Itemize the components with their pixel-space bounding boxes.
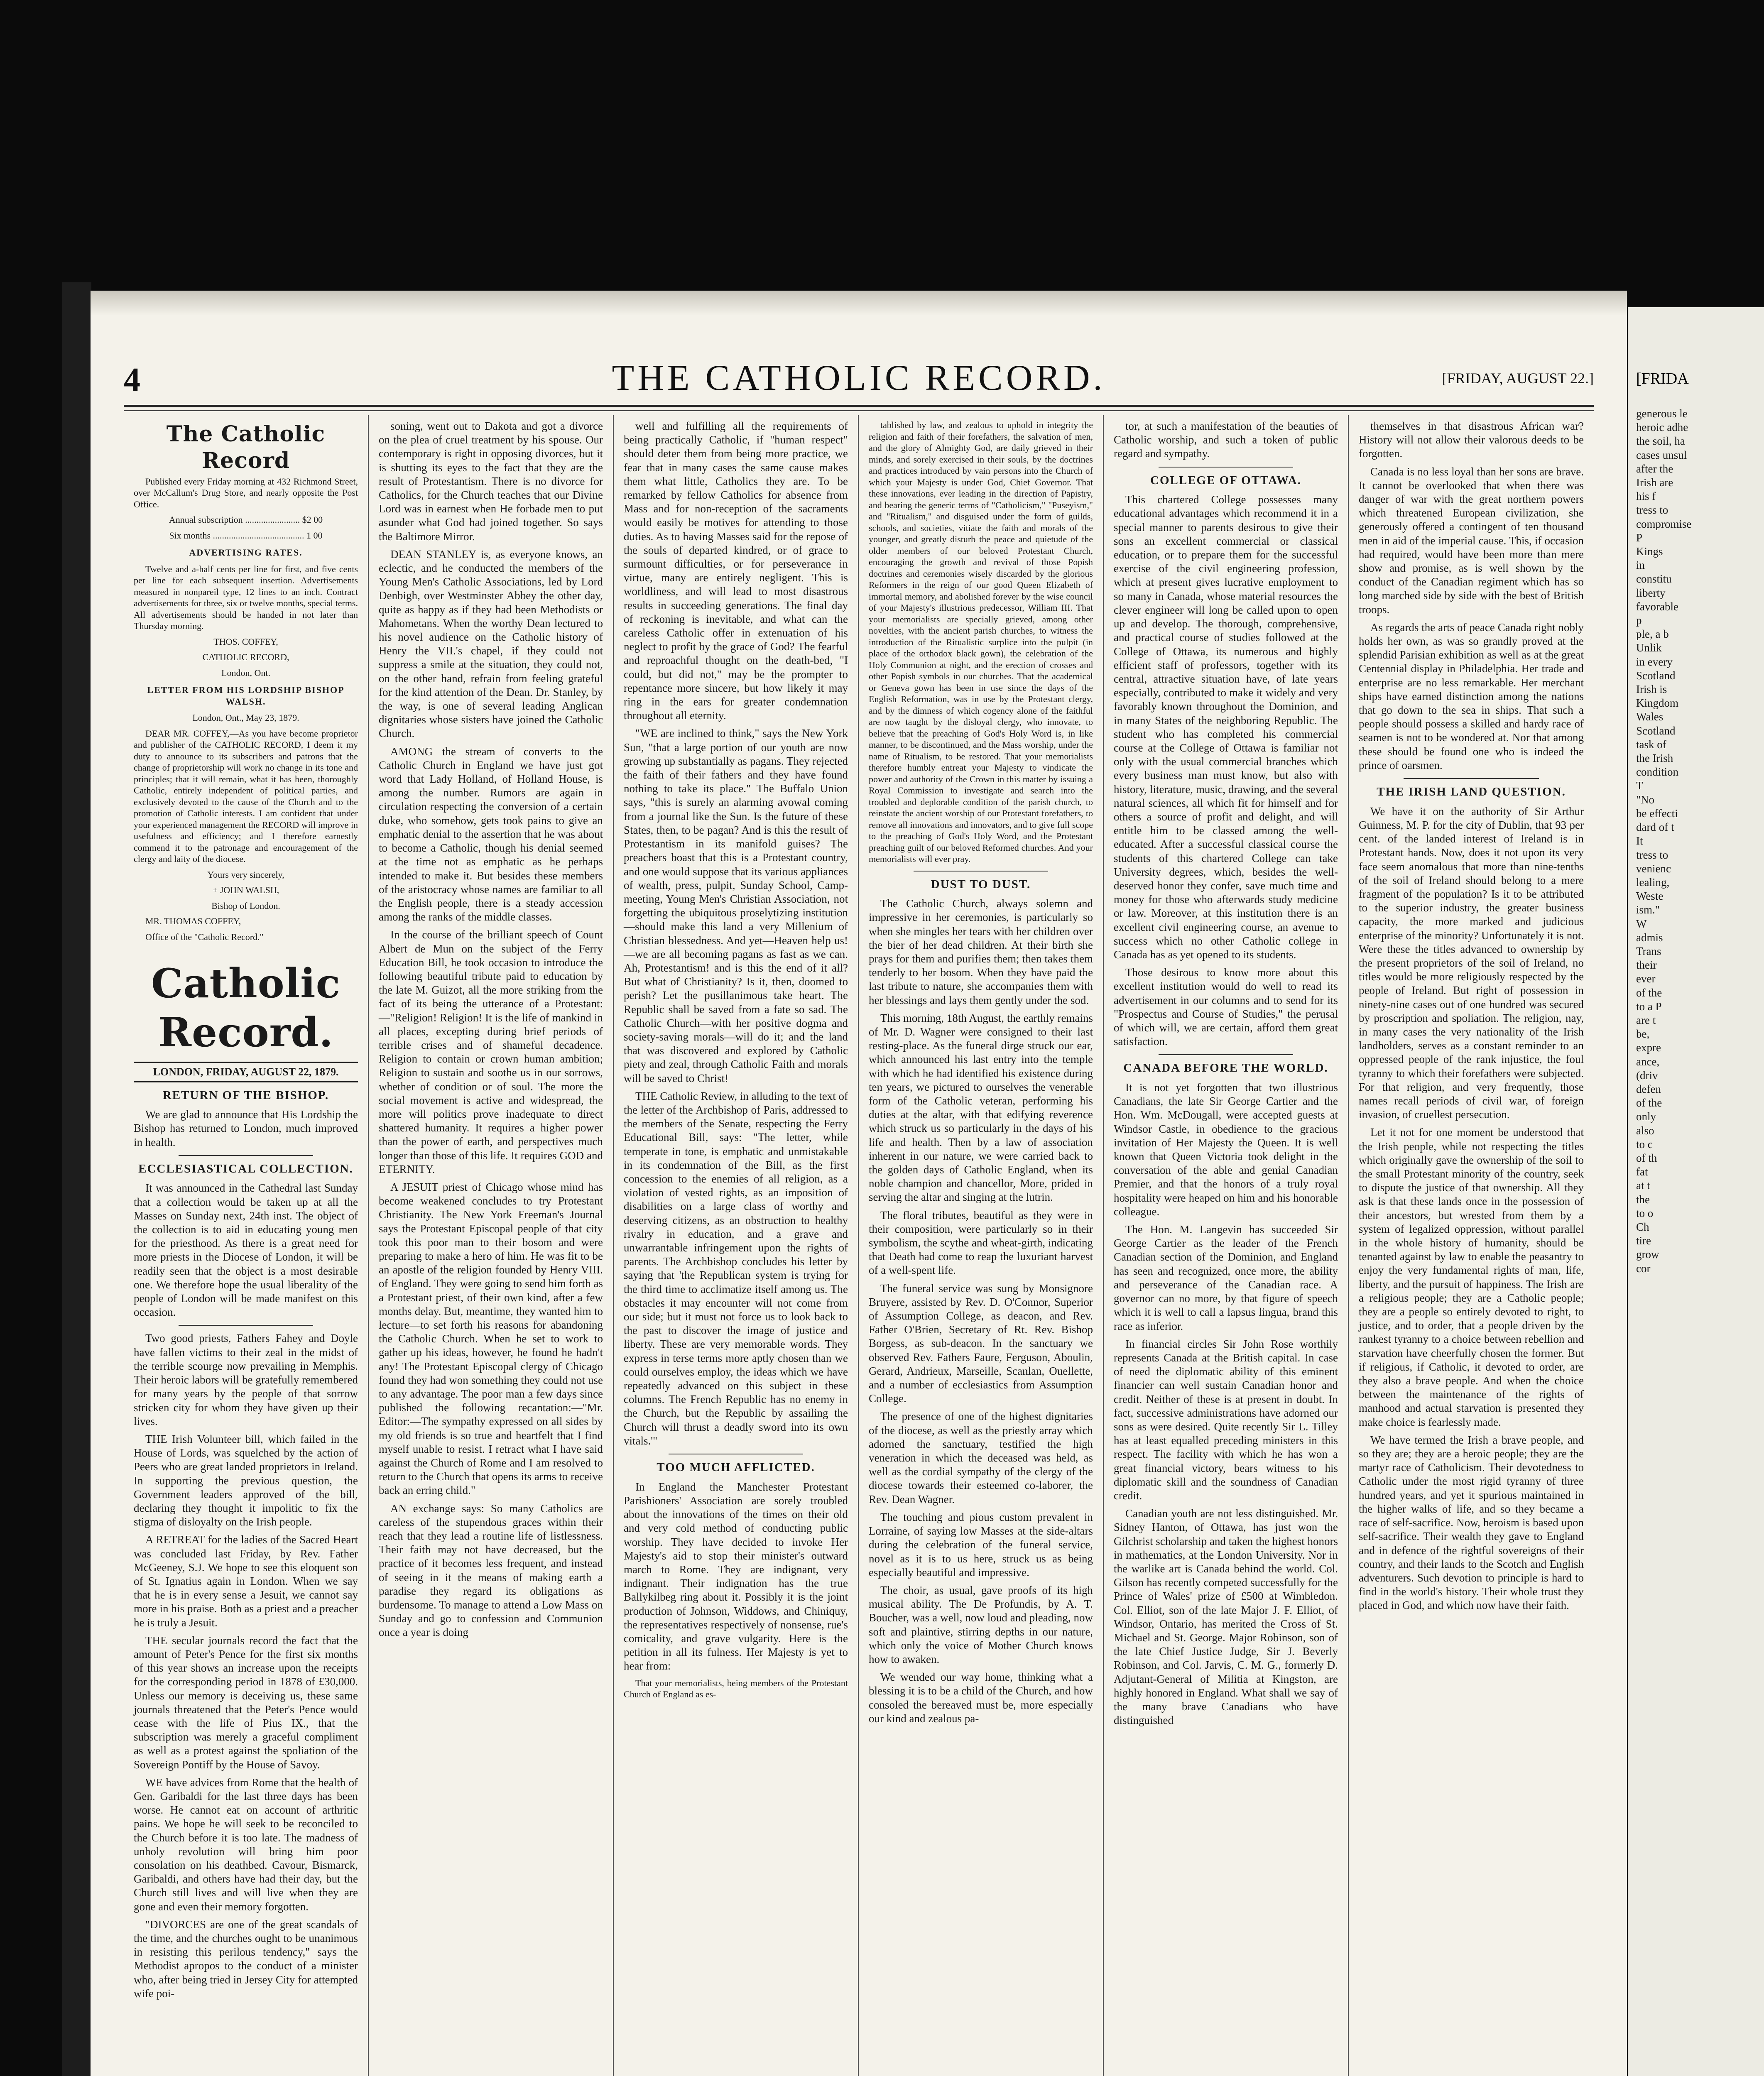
next-page-line: venienc [1636,862,1671,875]
next-page-line: the [1636,1193,1650,1206]
next-page-line: Wales [1636,710,1664,723]
paragraph: We have it on the authority of Sir Arthur Guinness, M. P. for the city of Dublin, that 93 per cent. of the landed interest of Ireland is in Protestant hands. Now, does it not upon its very face seem anomalous that more than nine-tenths of the soil of Ireland should belong to a mere fragment of the population? Is it to be attributed to the superior industry, the greater business capacity, the more marked and judicious enterprise of the minority? Unfortunately it is not. Were these the titles advanced to ownership by the present proprietors of the soil of Ireland, no titles would be more religiously respected by the people of Ireland. But right of possession in ninety-nine cases out of one hundred was secured by proscription and spoliation. The religion, nay, in many cases the very nationality of the Irish landholders, serves as a constant reminder to an oppressed people of the rank injustice, the foul tyranny to which their forefathers were subjected. For that religion, and very frequently, those names recall periods of civil war, of foreign invasion, of cruellest persecution. [1359,805,1584,1121]
paragraph: The Catholic Church, always solemn and impressive in her ceremonies, is particularly so when she mingles her tears with her children over the bier of her dead children. At their birth she prays for them and purifies them; then takes them tenderly to her bosom. When they have paid the last tribute to nature, she accompanies them with her blessings and lays them gently under the sod. [869,897,1093,1006]
paragraph: That your memorialists, being members of the Protestant Church of England as es- [624,1677,848,1700]
next-page-line: generous le [1636,407,1688,420]
next-page-line: of the [1636,1097,1662,1109]
next-page-line: tire [1636,1234,1651,1247]
columns [124,415,1594,2076]
next-page-line: tress to [1636,848,1668,861]
next-page-line: fat [1636,1165,1648,1178]
column-5 [1104,415,1349,2076]
next-page-line: Weste [1636,890,1664,903]
paragraph: In England the Manchester Protestant Parishioners' Association are sorely troubled about the innovations of the times on their old and very cold method of conducting public worship. They have decided to invoke Her Majesty's aid to stop their minister's outward march to Rome. They are indignant, very indignant. Their indignation has the true Ballykilbeg ring about it. Possibly it is the joint production of Johnson, Widdows, and Chiniquy, the representatives respectively of nonsense, rue's comicality, and grave vulgarity. Here is the petition in all its fulness. Her Majesty is yet to hear from: [624,1480,848,1672]
next-page-line: be, [1636,1028,1650,1040]
paragraph: THE Catholic Review, in alluding to the text of the letter of the Archbishop of Paris, addressed to the members of the Senate, respecting the Ferry Educational Bill, says: "The letter, while temperate in tone, is emphatic and unmistakable in its condemnation of the Bill, as the first concession to the enemies of all religion, as a violation of vested rights, as an imposition of disabilities on a large class of worthy and deserving citizens, as an obstruction to healthy rivalry in education, and a grave and unwarrantable infringement upon the rights of parents. The Archbishop concludes his letter by saying that 'the Republican system is trying for the third time to acclimatize itself among us. The obstacles it may encounter will not come from our side; but it must not force us to look back to the past to discover the image of justice and liberty. These are very memorable words. They express in terse terms more aptly chosen than we could ourselves employ, the ideas which we have repeatedly advanced on this subject in these columns. The French Republic has no enemy in the Church, but the Republic by assailing the Church will thrust a deadly sword into its own vitals.'" [624,1089,848,1447]
next-page-line: in [1636,559,1645,572]
separator [1159,1054,1293,1055]
subscription-annual: Annual subscription ........................ $2 00 [169,514,323,525]
next-page-line: compromise [1636,517,1692,530]
next-page-line: at t [1636,1179,1650,1192]
paragraph: The funeral service was sung by Monsignore Bruyere, assisted by Rev. D. O'Connor, Superior of Assumption College, as deacon, and Rev. Father O'Brien, Secretary of Rt. Rev. Bishop Borgess, as sub-deacon. In the sanctuary we observed Rev. Fathers Faure, Ferguson, Aboulin, Gerard, Andrieux, Marseille, Scanlan, Ouellette, and a number of ecclesiastics from Assumption College. [869,1282,1093,1405]
catholic-record-title: Catholic Record. [151,960,341,1056]
next-page-line: Kings [1636,545,1663,558]
next-page-line: condition [1636,766,1678,778]
next-page-text [1636,407,1711,1275]
next-page-line: Irish is [1636,683,1667,696]
paragraph: AMONG the stream of converts to the Catholic Church in England we have just got word that Lady Holland, of Holland House, is among the number. Rumors are again in circulation respecting the conversion of a certain duke, who somehow, gets took pains to give an emphatic denial to the assertion that he was about to become a Catholic, though his denial seemed at the time not as emphatic as he perhaps intended to make it. But besides these members of the aristocracy whose names are familiar to all the English people, there is a steady accession among the ranks of the middle classes. [379,745,603,923]
next-page-line: p [1636,614,1642,627]
paragraph: soning, went out to Dakota and got a divorce on the plea of cruel treatment by his spouse. Our contemporary is right in opposing divorces, but it is shutting its eyes to the fact that they are the result of Protestantism. There is no divorce for Catholics, for the Church teaches that our Divine Lord was in earnest when He forbade men to put asunder what God had joined together. So says the Baltimore Mirror. [379,420,603,543]
college-heading: COLLEGE OF OTTAWA. [1150,473,1301,487]
paragraph: In the course of the brilliant speech of Count Albert de Mun on the subject of the Ferry Education Bill, he took occasion to introduce the following beautiful tribute paid to education by the late M. Guizot, all the more striking from the fact of its being the utterance of a Protestant:—"Religion! Religion! It is the life of mankind in all places, excepting during brief periods of terrible crises and of shameful decadence. Religion to contain or crown human ambition; Religion to sustain and soothe us in our sorrows, whether of condition or of soul. The more the social movement is active and widespread, the more will politics prove inadequate to direct shattered humanity. It requires a higher power than the power of earth, and perspectives much longer than those of this life. It requires GOD and ETERNITY. [379,928,603,1175]
paragraph: AN exchange says: So many Catholics are careless of the stupendous graces within their reach that they lead a routine life of listlessness. Their faith may not have decreased, but the practice of it becomes less frequent, and instead of seeing in it the means of making earth a paradise they regard its obligations as burdensome. To manage to attend a Low Mass on Sunday and go to confession and Communion once a year is doing [379,1502,603,1639]
separator [179,1325,313,1326]
next-page-line: Scotland [1636,724,1676,737]
next-page-edge [1628,307,1764,2076]
next-page-line: to c [1636,1138,1653,1151]
paragraph: As regards the arts of peace Canada right nobly holds her own, as was so grandly proved at the splendid Parisian exhibition as well as at the great Centennial display in Philadelphia. Her trade and enterprise are no less remarkable. Her merchant ships have earned distinction among the nations that go down to the sea in ships. That such a people should possess a skilled and hardy race of seamen is not to be wondered at. Nor that among these should be found one who is indeed the prince of oarsmen. [1359,621,1584,771]
column-1 [124,415,369,2076]
paragraph: "WE are inclined to think," says the New York Sun, "that a large portion of our youth are now growing up substantially as pagans. They rejected the faith of their fathers and they have found nothing to take its place." The Buffalo Union says, "this is surely an alarming avowal coming from a journal like the Sun. Is the future of these States, then, to be pagan? And is this the result of Protestantism in its manifold guises? The preachers boast that this is a Protestant country, and one would suppose that its various appliances of wealth, press, pulpit, Sunday School, Camp-meeting, Young Men's Christian Association, not forgetting the ubiquitous proselytizing institution—should make this land a very Millenium of Christian blessedness. And yet—Heaven help us!—we are all becoming pagans as fast as we can. Ah, Protestantism! and is this the end of it all? But what of Christianity? Is it, then, doomed to perish? Let the pusillanimous take heart. The Republic shall be saved from a fate so sad. The Catholic Church—with her positive dogma and society-saving morals—will do it; and the land that was discovered and explored by Catholic piety and zeal, through Catholic Faith and morals will be saved to Christ! [624,727,848,1085]
next-page-line: P [1636,531,1643,544]
letter-sign2: Bishop of London. [211,900,280,911]
next-page-line: task of [1636,738,1666,751]
page-number: 4 [124,362,140,398]
letter-body: DEAR MR. COFFEY,—As you have become proprietor and publisher of the CATHOLIC RECORD, I deem it my duty to announce to its subscribers and patrons that the change of proprietorship will work no change in its tone and principles; that it will remain, what it has been, thoroughly Catholic, entirely independent of political parties, and exclusively devoted to the cause of the Church and to the promotion of Catholic interests. I am confident that under your experienced management the RECORD will improve in usefulness and efficiency; and I therefore earnestly commend it to the patronage and encouragement of the clergy and laity of the diocese. [134,728,358,864]
next-page-line: liberty [1636,586,1666,599]
separator [179,1155,313,1156]
next-page-line: of th [1636,1151,1657,1164]
next-page-line: of the [1636,986,1662,999]
next-page-line: constitu [1636,573,1672,585]
next-page-line: Scotland [1636,669,1676,682]
paragraph: themselves in that disastrous African war? History will not allow their valorous deeds to be forgotten. [1359,420,1584,460]
masthead-date: [FRIDAY, AUGUST 22.] [1442,370,1594,387]
subscription-six: Six months ........................................ 1 00 [169,530,323,541]
paragraph: A JESUIT priest of Chicago whose mind has become weakened concludes to try Protestant Christianity. The New York Freeman's Journal says the Protestant Episcopal people of that city took this poor man to their bosom and were preparing to make a hero of him. He was fit to be an apostle of the religion founded by Henry VIII. of England. They were going to send him forth as a Protestant priest, of their own kind, after a few months delay. But, meantime, they wanted him to lecture—to set forth his reasons for abandoning the Catholic Church. When he set to work to gather up his ideas, however, he found he hadn't any! The Protestant Episcopal clergy of Chicago found they had won something they could not use to any advantage. The poor man a few days since published the following recantation:—"Mr. Editor:—The sympathy expressed on all sides by my old friends is so true and heartfelt that I find myself unable to resist. I retract what I have said against the Church of Rome and I am resolved to return to the Church that opens its arms to receive back an erring child." [379,1180,603,1497]
next-page-line: the Irish [1636,752,1673,765]
column-2 [369,415,614,2076]
paragraph: WE have advices from Rome that the health of Gen. Garibaldi for the last three days has been worse. He cannot eat on account of arthritic pains. We hope he will seek to be reconciled to the Church before it is too late. The madness of unholy revolution will bring him poor consolation on his deathbed. Cavour, Bismarck, Garibaldi, and others have had their day, but the Church still lives and will live when they are gone and even their memory forgotten. [134,1776,358,1913]
next-page-line: also [1636,1124,1654,1137]
scan-left-edge [62,282,91,2076]
publisher-name: THOS. COFFEY, [213,636,278,647]
next-page-line: W [1636,917,1647,930]
paragraph: Canada is no less loyal than her sons are brave. It cannot be overlooked that when there was danger of war with the great northern powers which threatened European civilization, she generously offered a contingent of ten thousand men in aid of the imperial cause. This, if occasion had required, would have been more than mere show and promise, as is well shown by the conduct of the Canadian regiment which has so long marched side by side with the best of British troops. [1359,465,1584,616]
next-page-line: Irish are [1636,476,1673,489]
publisher-line1: CATHOLIC RECORD, [202,652,289,663]
paragraph: We have termed the Irish a brave people, and so they are; they are a heroic people; they are the martyr race of Catholicism. Their devotedness to Catholic under the most rigid tyranny of three hundred years, and yet it spurious maintained in the higher walks of life, and so they became a race of self-sacrifice. Now, heroism is based upon self-sacrifice. Their wealth they gave to England and in defence of the rightful sovereigns of their country, and their lands to the Scotch and English adventurers. Such devotion to principle is hard to find in the world's history. Their whole trust they placed in God, and which now have their faith. [1359,1433,1584,1612]
paragraph: In financial circles Sir John Rose worthily represents Canada at the British capital. In case of need the diplomatic ability of this eminent financier can well sustain Canadian honor and credit. Neither of these is at present in doubt. In fact, successive administrations have adorned our sons as were desired. Quite recently Sir L. Tilley has at least equalled preceding ministers in this respect. The facility with which he has won a great financial victory, bears witness to his diplomatic skill and the soundness of Canadian credit. [1114,1337,1338,1502]
next-page-line: grow [1636,1248,1659,1261]
separator [914,871,1048,872]
next-page-line: favorable [1636,600,1678,613]
paragraph: The Hon. M. Langevin has succeeded Sir George Cartier as the leader of the French Canadian section of the Dominion, and England has seen and recognized, once more, the ability and perseverance of the Canadian race. A governor can no more, by that figure of speech which it is well to call a lapsus lingua, brand this race as inferior. [1114,1223,1338,1332]
ad-rates-text: Twelve and a-half cents per line for first, and five cents per line for each subsequent insertion. Advertisements measured in nonpareil type, 12 lines to an inch. Contract advertisements for three, six or twelve months, special terms. All advertisements should be handed in not later than Thursday morning. [134,563,358,632]
paragraph: The touching and pious custom prevalent in Lorraine, of saying low Masses at the side-altars during the celebration of the funeral service, novel as it is to us here, struck us as being especially beautiful and impressive. [869,1510,1093,1579]
next-page-line: be effecti [1636,807,1678,820]
return-heading: RETURN OF THE BISHOP. [162,1088,329,1102]
paragraph: It is not yet forgotten that two illustrious Canadians, the late Sir George Cartier and the Hon. Wm. McDougall, were accepted guests at Windsor Castle, in obedience to the gracious invitation of Her Majesty the Queen. It is well known that Queen Victoria took delight in the conversation of the able and genial Canadian Premier, and that the honors of a truly royal hospitality were heaped on him and his honorable colleague. [1114,1081,1338,1218]
paragraph: The floral tributes, beautiful as they were in their composition, were particularly so in their symbolism, the scythe and wheat-girth, indicating that Death had come to reap the luxuriant harvest of a well-spent life. [869,1209,1093,1277]
next-page-line: cor [1636,1262,1651,1275]
paper-nameplate: The Catholic Record [166,421,326,473]
separator [1404,778,1539,779]
afflicted-heading: TOO MUCH AFFLICTED. [657,1461,815,1474]
letter-close: Yours very sincerely, [207,869,284,880]
paragraph: The presence of one of the highest dignitaries of the diocese, as well as the priestly array which adorned the sanctuary, testified the high veneration in which the deceased was held, as well as the cordial sympathy of the clergy of the diocese towards their esteemed co-laborer, the Rev. Dean Wagner. [869,1410,1093,1506]
next-page-line: are t [1636,1014,1656,1026]
separator [1159,467,1293,468]
paragraph: "DIVORCES are one of the great scandals of the time, and the churches ought to be unanimous in resisting this perilous tendency," says the Methodist apropos to the conduct of a minister who, after being tried in Jersey City for attempted wife poi- [134,1918,358,2000]
column-6 [1349,415,1594,2076]
masthead-rule [124,405,1594,407]
next-page-line: Ch [1636,1220,1649,1233]
next-page-line: to a P [1636,1000,1662,1013]
next-page-line: after the [1636,462,1673,475]
letter-heading: LETTER FROM HIS LORDSHIP BISHOP WALSH. [147,685,345,707]
ad-rates-heading: ADVERTISING RATES. [189,547,303,558]
next-page-header: [FRIDA [1636,370,1689,387]
dateline: LONDON, FRIDAY, AUGUST 22, 1879. [134,1062,358,1082]
masthead-title: THE CATHOLIC RECORD. [612,358,1106,398]
paragraph: The choir, as usual, gave proofs of its high musical ability. The De Profundis, by A. T. Boucher, was a well, now loud and pleading, now soft and plaintive, stirring depths in our nature, which only the voice of Mother Church knows how to awaken. [869,1584,1093,1665]
next-page-line: Trans [1636,945,1661,957]
paragraph: tor, at such a manifestation of the beauties of Catholic worship, and such a token of public regard and sympathy. [1114,420,1338,460]
paragraph: well and fulfilling all the requirements of being practically Catholic, if "human respect" should deter them from being more practice, we fear that in many cases the same cause makes them what little, Catholics they are. To be remarked by fellow Catholics for absence from Mass and for non-reception of the sacraments would easily be motives for attending to those duties. As to having Masses said for the repose of the souls of departed kindred, or of grace to surmount difficulties, or for perseverance in virtue, many are entirely negligent. This is worldliness, and will lead to most disastrous results in succeeding generations. The final day of reckoning is inevitable, and what can the careless Catholic offer in extenuation of his neglect to profit by the grace of God? The fearful and reproachful thought on the death-bed, "I could, but did not," may be the prompter to repentance more sincere, but how likely it may ring in the ears for greater condemnation throughout all eternity. [624,420,848,722]
paragraph: Those desirous to know more about this excellent institution would do well to read its advertisement in our columns and to send for its "Prospectus and Course of Studies," the perusal of which will, we are certain, afford them great satisfaction. [1114,966,1338,1048]
masthead [124,353,1594,399]
dust-heading: DUST TO DUST. [931,877,1031,891]
next-page-line: admis [1636,931,1663,944]
paragraph: This chartered College possesses many educational advantages which recommend it in a special manner to parents desirous to give their sons an excellent commercial or classical education, or to prepare them for the successful exercise of the civil engineering profession, which at present gives lucrative employment to so many in Canada, whose material resources the clever engineer will long be called upon to open up and develop. The thorough, comprehensive, and practical course of studies followed at the College of Ottawa, its numerous and highly efficient staff of professors, together with its central, attractive situation have, of late years especially, contributed to make it widely and very favorably known throughout the Dominion, and in many States of the neighboring Republic. The student who has completed his commercial course at the College of Ottawa is familiar not only with the usual commercial branches which every business man must know, but also with history, literature, music, drawing, and the several natural sciences, all which fit for himself and for others a source of profit and delight, and will entitle him to be classed among the well-educated. After a successful classical course the students of this chartered College can take University degrees, which, besides the well-deserved honor they confer, save much time and money for those who afterwards study medicine or law. Moreover, at this institution there is an excellent civil engineering course, an avenue to success which no other Catholic college in Canada has as yet opened to its students. [1114,493,1338,961]
paragraph: Canadian youth are not less distinguished. Mr. Sidney Hanton, of Ottawa, has just won the Gilchrist scholarship and taken the highest honors in mathematics, at the London University. Nor in the warlike art is Canada behind the world. Col. Gilson has recently competed successfully for the Prince of Wales' prize of £500 at Wimbledon. Col. Elliot, son of the late Major J. F. Elliot, of Windsor, Ontario, has merited the Cross of St. Michael and St. George. Major Robinson, son of the late Chief Justice Judge, Sir J. Beverly Robinson, and Col. Jarvis, C. M. G., formerly D. Adjutant-General of Militia at Kingston, are highly honored in England. What shall we say of the many brave Canadians who have distinguished [1114,1507,1338,1727]
letter-to2: Office of the "Catholic Record." [145,931,264,942]
next-page-line: ance, [1636,1055,1660,1068]
next-page-line: in every [1636,655,1673,668]
next-page-line: T [1636,779,1643,792]
paragraph: This morning, 18th August, the earthly remains of Mr. D. Wagner were consigned to their last resting-place. As the funeral dirge struck our ear, which announced his last entry into the temple with which he had identified his existence during ten years, we pictured to ourselves the venerable form of the Catholic veteran, performing his duties at the altar, with that edifying reverence which struck us so particularly in the days of his life and health. Then by a law of association inherent in our nature, we were carried back to the golden days of Catholic England, when its noble champion and chancellor, More, prided in serving the altar and singing at the lutrin. [869,1011,1093,1204]
memorial-text: tablished by law, and zealous to uphold in integrity the religion and faith of their forefathers, the salvation of men, and the glory of Almighty God, are daily grieved in their minds, and sorely exercised in their souls, by the doctrines and practices introduced by vain persons into the Church of which your Majesty is under God, Chief Governor. That these innovations, ever leading in the direction of Papistry, and bearing the generic terms of "Catholicism," "Puseyism," and "Ritualism," and disguised under the form of guilds, schools, and societies, vitiate the faith and morals of the younger, and greatly disturb the peace and quietude of the older members of our beloved Protestant Church, encouraging the growth and revival of those Popish doctrines and ceremonies wisely discarded by the glorious Reformers in the reign of our good Queen Elizabeth of immortal memory, and abolished forever by the wise council of your Majesty's illustrious predecessor, William III. That your memorialists are specially grieved, among other novelties, with the ancient parish churches, to witness the introduction of the Ritualistic surplice into the pulpit (in place of the orthodox black gown), the celebration of the Holy Communion at night, and the erection of crosses and other Popish symbols in our churches. That the academical or Geneva gown has been in use since the days of the English Reformation, was in use by the Protestant clergy, and by the dimness of which cogency alone of the faithful are now taught by the disloyal clergy, who innovate, to believe that the preaching of God's Holy Word is, in like manner, to be discontinued, and the Mass worship, under the name of Ritualism, to be restored. That your memorialists therefore humbly entreat your Majesty to vindicate the power and authority of the Crown in this matter by issuing a Royal Commission to investigate and search into the troubled and deplorable condition of the parish church, to reinstate the ancient worship of our Protestant forefathers, to remove all innovations and innovators, and to give full scope to the preaching of God's Holy Word, and the Protestant preaching guilt of our beloved Reformed churches. And your memorialists will ever pray. [869,420,1093,864]
return-text: We are glad to announce that His Lordship the Bishop has returned to London, much improved in health. [134,1108,358,1148]
paragraph: THE Irish Volunteer bill, which failed in the House of Lords, was squelched by the action of Peers who are great landed proprietors in Ireland. In supporting the previous question, the Government leaders approved of the bill, declaring they thought it impolitic to fix the stigma of disloyalty on the Irish people. [134,1432,358,1528]
paragraph: DEAN STANLEY is, as everyone knows, an eclectic, and he conducted the members of the Young Men's Catholic Associations, led by Lord Denbigh, over Westminster Abbey the other day, quite as happy as if they had been Methodists or Mahometans. When the worthy Dean lectured to his novel audience on the Catholic history of Henry the VII.'s chapel, if they could not suppress a smile at the situation, they could not, on the other hand, refrain from feeling grateful for the kind attention of the Dean. Dr. Stanley, by the way, is one of several leading Anglican dignitaries whose sisters have joined the Catholic Church. [379,548,603,740]
masthead-rule-thin [124,410,1594,411]
paragraph: Let it not for one moment be understood that the Irish people, while not respecting the titles which originally gave the ownership of the soil to the small Protestant minority of the country, seek to dispute the justice of that ownership. All they ask is that these lands once in the possession of their ancestors, but wrested from them by a system of legalized oppression, without parallel in the whole history of humanity, should be tenanted against by law to enable the peasantry to enjoy the very fundamental rights of man, life, liberty, and the pursuit of happiness. The Irish are a religious people; they are a Catholic people; they are a people so entirely devoted to right, to justice, and to order, that a people driven by the rankest tyranny to a choice between rebellion and starvation have cheerfully chosen the former. But if religious, if Catholic, it devoted to order, are they also a brave people. And when the choice between the maintenance of the rights of manhood and actual starvation is presented they make choice is fearlessly made. [1359,1126,1584,1428]
next-page-line: heroic adhe [1636,421,1688,434]
next-page-line: only [1636,1110,1656,1123]
publish-info: Published every Friday morning at 432 Richmond Street, over McCallum's Drug Store, and nearly opposite the Post Office. [134,476,358,509]
next-page-line: Kingdom [1636,697,1679,710]
next-page-line: ever [1636,972,1656,985]
next-page-line: their [1636,959,1657,972]
paragraph: A RETREAT for the ladies of the Sacred Heart was concluded last Friday, by Rev. Father McGeeney, S.J. We hope to see this eloquent son of St. Ignatius again in London. When we say that he is in every sense a Jesuit, we cannot say more in his praise. Both as a priest and a preacher he is truly a Jesuit. [134,1533,358,1629]
eccles-text: It was announced in the Cathedral last Sunday that a collection would be taken up at all the Masses on Sunday next, 24th inst. The object of the collection is to aid in educating young men for the priesthood. As there is a great need for more priests in the Diocese of London, it will be readily seen that the object is a most desirable one. We therefore hope the usual liberality of the people of London will be made manifest on this occasion. [134,1182,358,1319]
next-page-line: to o [1636,1207,1654,1219]
next-page-line: lealing, [1636,876,1670,889]
next-page-line: "No [1636,793,1655,806]
newspaper-page [91,291,1627,2076]
next-page-line: Unlik [1636,641,1662,654]
paragraph: We wended our way home, thinking what a blessing it is to be a child of the Church, and how consoled the bereaved must be, more especially our kind and zealous pa- [869,1671,1093,1725]
letter-to1: MR. THOMAS COFFEY, [145,916,241,927]
column-3 [614,415,859,2076]
eccles-heading: ECCLESIASTICAL COLLECTION. [138,1162,353,1175]
next-page-line: defen [1636,1082,1661,1095]
next-page-line: ism." [1636,903,1660,916]
column-4 [859,415,1104,2076]
paragraph: THE secular journals record the fact that the amount of Peter's Pence for the first six months of this year shows an increase upon the receipts for the corresponding period in 1878 of £30,000. Unless our memory is deceiving us, these same journals threatened that the Peter's Pence would cease with the life of Pius IX., that the subscription was merely a graceful compliment as well as a protest against the spoliation of the Sovereign Pontiff by the House of Savoy. [134,1634,358,1771]
next-page-line: cases unsul [1636,448,1687,461]
next-page-line: ple, a b [1636,628,1669,641]
next-page-line: tress to [1636,504,1668,517]
next-page-line: It [1636,835,1643,847]
paragraph: Two good priests, Fathers Fahey and Doyle have fallen victims to their zeal in the midst of the terrible scourge now prevailing in Memphis. Their heroic labors will be gratefully remembered for many years by the people of that sorrow stricken city for whom they have given up their lives. [134,1332,358,1427]
publisher-line2: London, Ont. [221,667,270,678]
next-page-line: expre [1636,1041,1661,1054]
next-page-line: dard of t [1636,821,1674,834]
canada-heading: CANADA BEFORE THE WORLD. [1123,1061,1328,1075]
next-page-line: the soil, ha [1636,435,1685,448]
irish-heading: THE IRISH LAND QUESTION. [1377,785,1566,799]
next-page-line: (driv [1636,1069,1658,1082]
letter-date: London, Ont., May 23, 1879. [192,712,299,723]
letter-sign1: + JOHN WALSH, [212,885,279,896]
next-page-line: his f [1636,490,1656,503]
